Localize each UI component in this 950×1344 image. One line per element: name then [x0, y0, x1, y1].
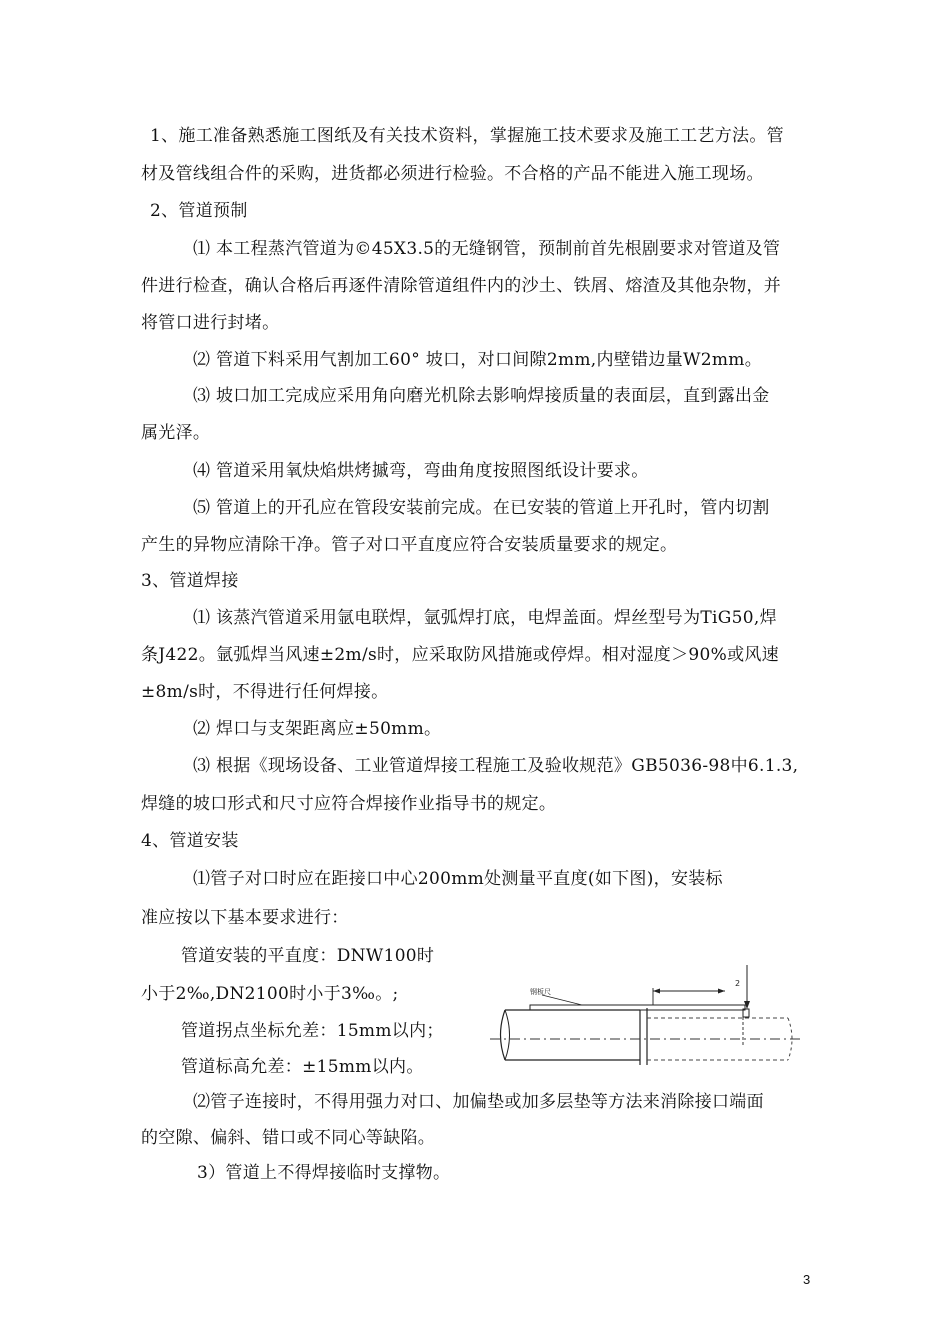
tolerance-bend-coordinate: 管道拐点坐标允差：15mm以内； [181, 1021, 444, 1041]
ruler-label-leader [542, 995, 582, 1005]
tolerance-elevation: 管道标高允差：±15mm以内。 [181, 1057, 424, 1077]
tolerance-straightness-line-1: 管道安装的平直度：DNW100时 [181, 946, 435, 966]
item-3-line-2: 属光泽。 [141, 423, 211, 443]
install-item-1-line-1: ⑴管子对口时应在距接口中心200mm处测量平直度(如下图)，安装标 [193, 869, 723, 889]
item-2-line-1: ⑵ 管道下料采用气割加工60° 坡口，对口间隙2mm,内壁错边量W2mm。 [193, 350, 763, 370]
steel-ruler [530, 1005, 745, 1010]
section-heading-welding: 3、管道焊接 [141, 571, 239, 591]
pipe-straightness-diagram [490, 960, 800, 1070]
page-number: 3 [803, 1272, 811, 1287]
item-1-line-3: 将管口进行封堵。 [141, 313, 280, 333]
dimension-arrow-right [718, 989, 725, 994]
install-item-2-line-2: 的空隙、偏斜、错口或不同心等缺陷。 [141, 1128, 436, 1148]
welding-item-2-line-1: ⑵ 焊口与支架距离应±50mm。 [193, 719, 442, 739]
item-3-line-1: ⑶ 坡口加工完成应采用角向磨光机除去影响焊接质量的表面层，直到露出金 [193, 386, 770, 406]
left-pipe-end-curve [501, 1010, 506, 1060]
item-1-line-2: 件进行检查，确认合格后再逐件清除管道组件内的沙土、铁屑、熔渣及其他杂物，并 [141, 276, 782, 296]
tolerance-straightness-line-2: 小于2‰,DN2100时小于3‰。; [141, 984, 399, 1004]
dimension-arrow-left [653, 989, 660, 994]
welding-item-1-line-2: 条J422。氩弧焊当风速±2m/s时，应采取防风措施或停焊。相对湿度＞90%或风速 [141, 645, 779, 665]
dimension-label: 2 [735, 979, 741, 988]
item-5-line-2: 产生的异物应清除干净。管子对口平直度应符合安装质量要求的规定。 [141, 535, 678, 555]
install-item-2-line-1: ⑵管子连接时，不得用强力对口、加偏垫或加多层垫等方法来消除接口端面 [193, 1092, 764, 1112]
item-1-line-1: ⑴ 本工程蒸汽管道为©45X3.5的无缝钢管，预制前首先根剧要求对管道及管 [193, 239, 781, 259]
install-item-1-line-2: 准应按以下基本要求进行： [141, 908, 349, 928]
welding-item-1-line-3: ±8m/s时，不得进行任何焊接。 [141, 682, 389, 702]
item-5-line-1: ⑸ 管道上的开孔应在管段安装前完成。在已安装的管道上开孔时，管内切割 [193, 498, 770, 518]
welding-item-3-line-2: 焊缝的坡口形式和尺寸应符合焊接作业指导书的规定。 [141, 794, 557, 814]
paragraph-1-line-2: 材及管线组合件的采购，进货都必须进行检验。不合格的产品不能进入施工现场。 [141, 164, 764, 184]
item-4-line-1: ⑷ 管道采用氧炔焰烘烤摵弯，弯曲角度按照图纸设计要求。 [193, 461, 649, 481]
install-item-3-line-1: 3）管道上不得焊接临时支撑物。 [197, 1163, 451, 1183]
welding-item-3-line-1: ⑶ 根据《现场设备、工业管道焊接工程施工及验收规范》GB5036-98中6.1.3, [193, 756, 799, 776]
left-pipe-end-inner-curve [505, 1010, 510, 1060]
ruler-label: 钢板尺 [530, 988, 551, 996]
welding-item-1-line-1: ⑴ 该蒸汽管道采用氩电联焊，氩弧焊打底，电焊盖面。焊丝型号为TiG50,焊 [193, 608, 777, 628]
section-heading-prefabrication: 2、管道预制 [150, 201, 248, 221]
paragraph-1-line-1: 1、施工准备熟悉施工图纸及有关技术资料，掌握施工技术要求及施工工艺方法。管 [150, 126, 784, 146]
section-heading-installation: 4、管道安装 [141, 831, 239, 851]
